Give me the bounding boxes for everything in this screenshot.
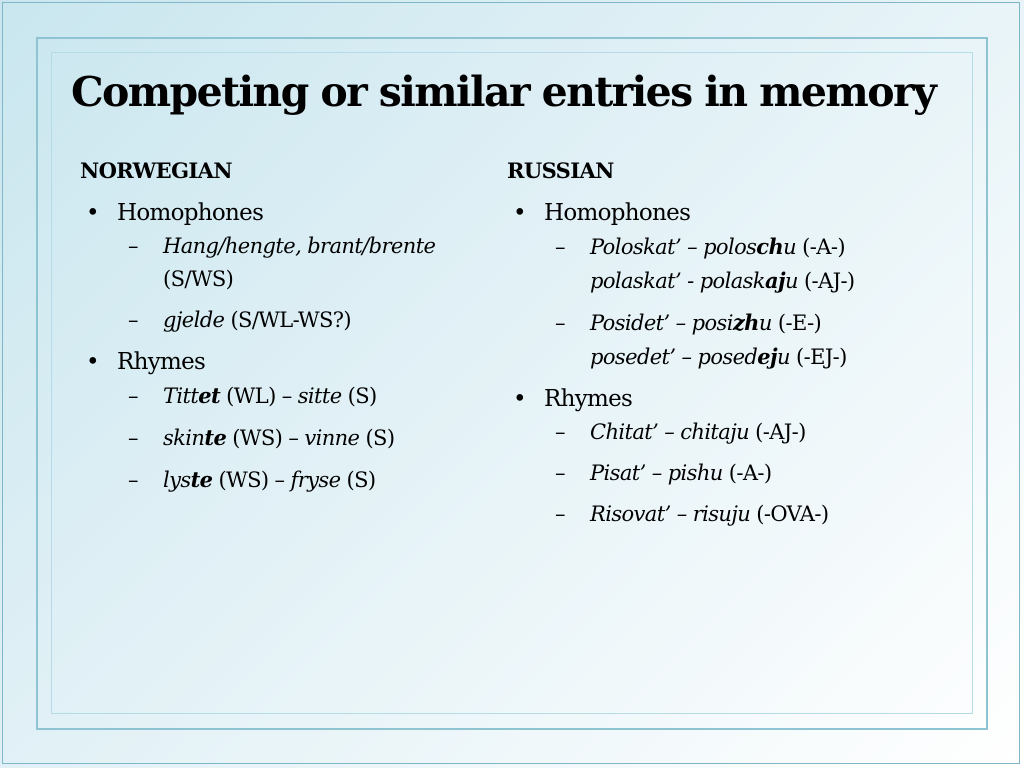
sub-item [507, 306, 907, 374]
bullet-dot: • [86, 200, 99, 226]
sub-dash: – [555, 461, 565, 485]
sub-item [80, 379, 480, 413]
sub-item [80, 463, 480, 497]
sub-item [507, 416, 907, 449]
example-text: (S) [341, 384, 377, 408]
sub-dash: – [555, 235, 565, 259]
example-text: skin [163, 426, 205, 450]
example-line [590, 230, 907, 264]
russian-column [507, 156, 907, 539]
bullet-dot: • [513, 200, 526, 226]
example-text: (-E-) [771, 311, 822, 335]
example-text: fryse [290, 468, 341, 492]
highlighted-ending: et [198, 383, 221, 408]
example-line [590, 498, 907, 531]
example-line [163, 304, 480, 337]
example-text: sitte [297, 384, 342, 408]
example-text: Titt [163, 384, 199, 408]
sub-item-text [590, 306, 907, 374]
example-line [163, 421, 480, 455]
sub-item-text [163, 463, 480, 497]
highlighted-ending: zh [732, 310, 759, 335]
example-text: (-EJ-) [789, 345, 847, 369]
rhyme-examples [507, 416, 907, 531]
sub-dash: – [128, 384, 138, 408]
bullet-dot: • [513, 386, 526, 412]
example-text: u [783, 235, 797, 259]
bullet-label-homophones: Homophones [117, 200, 264, 226]
example-text: (S/WS) [163, 267, 234, 291]
example-text: (-A-) [722, 461, 772, 485]
homophone-examples [507, 230, 907, 374]
example-text: u [758, 311, 772, 335]
sub-item-text [163, 304, 480, 337]
column-heading-norwegian: NORWEGIAN [80, 158, 232, 183]
sub-dash: – [128, 308, 138, 332]
norwegian-column [80, 156, 480, 505]
example-text: (-AJ-) [797, 269, 855, 293]
sub-item-text [590, 230, 907, 298]
highlighted-ending: aj [764, 268, 785, 293]
sub-item-text [163, 379, 480, 413]
example-text: (WL) – [220, 384, 298, 408]
example-text: (S) [340, 468, 376, 492]
highlighted-ending: te [204, 425, 227, 450]
example-text: Pisat’ – pishu [590, 461, 723, 485]
sub-item-text [163, 421, 480, 455]
bullet-label-rhymes: Rhymes [117, 349, 206, 375]
sub-dash: – [128, 234, 138, 258]
example-text: (-AJ-) [749, 420, 806, 444]
example-text: vinne [304, 426, 360, 450]
sub-item [80, 230, 480, 296]
sub-dash: – [555, 420, 565, 444]
example-text: (-OVA-) [750, 502, 829, 526]
sub-item [80, 304, 480, 337]
norwegian-bullet-list [80, 196, 480, 497]
example-text: Hang/hengte, brant/brente [163, 234, 436, 258]
bullet-rhymes [80, 345, 480, 497]
example-text: (S/WL-WS?) [224, 308, 352, 332]
bullet-homophones [507, 196, 907, 374]
example-line [590, 340, 907, 374]
bullet-rhymes [507, 382, 907, 531]
bullet-homophones [80, 196, 480, 337]
example-text: (WS) – [212, 468, 291, 492]
highlighted-ending: ej [757, 344, 778, 369]
sub-item-text [163, 230, 480, 296]
sub-item-text [590, 416, 907, 449]
sub-dash: – [128, 426, 138, 450]
column-heading-russian: RUSSIAN [507, 158, 614, 183]
sub-item-text [590, 457, 907, 490]
bullet-dot: • [86, 349, 99, 375]
example-text: u [777, 345, 790, 369]
rhyme-examples [80, 379, 480, 497]
bullet-label-homophones: Homophones [544, 200, 691, 226]
example-text: posedet’ – posed [590, 345, 758, 369]
example-text: lys [163, 468, 191, 492]
sub-dash: – [128, 468, 138, 492]
example-line [163, 463, 480, 497]
example-text: Posidet’ – posi [590, 311, 733, 335]
example-text: (S) [359, 426, 395, 450]
sub-dash: – [555, 311, 565, 335]
sub-dash: – [555, 502, 565, 526]
example-line [590, 306, 907, 340]
example-line [590, 416, 907, 449]
example-line [163, 230, 480, 263]
example-text: (-A-) [796, 235, 845, 259]
sub-item-text [590, 498, 907, 531]
example-line [590, 264, 907, 298]
sub-item [507, 457, 907, 490]
example-text: Poloskat’ – polos [590, 235, 757, 259]
example-text: gjelde [163, 308, 225, 332]
russian-bullet-list [507, 196, 907, 531]
sub-item [507, 230, 907, 298]
example-text: polaskat’ - polask [590, 269, 765, 293]
example-text: u [784, 269, 798, 293]
highlighted-ending: ch [756, 234, 784, 259]
example-text: Risovat’ – risuju [590, 502, 751, 526]
highlighted-ending: te [190, 467, 213, 492]
example-line [163, 263, 480, 296]
homophone-examples [80, 230, 480, 337]
example-line [590, 457, 907, 490]
example-line [163, 379, 480, 413]
sub-item [507, 498, 907, 531]
sub-item [80, 421, 480, 455]
example-text: (WS) – [226, 426, 305, 450]
bullet-label-rhymes: Rhymes [544, 386, 633, 412]
slide-title: Competing or similar entries in memory [71, 68, 936, 116]
example-text: Chitat’ – chitaju [590, 420, 750, 444]
